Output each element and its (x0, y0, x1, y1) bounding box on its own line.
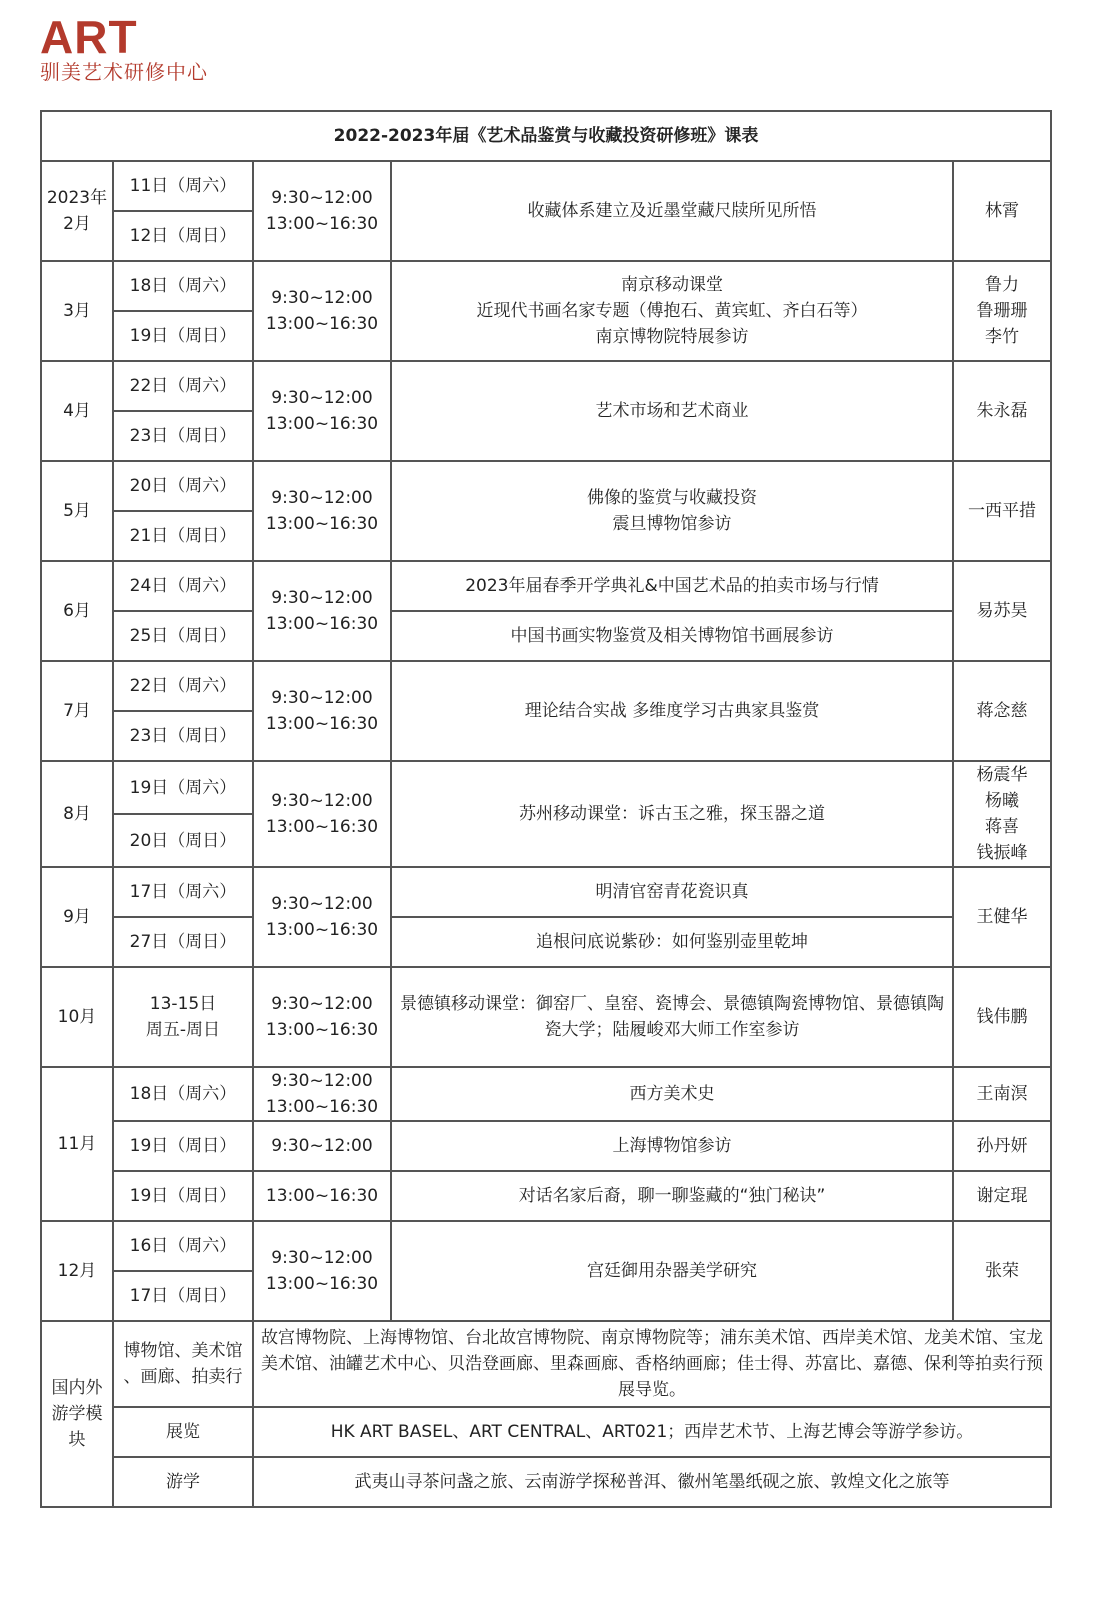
month-cell: 6月 (41, 561, 113, 661)
travel-category: 游学 (113, 1457, 253, 1507)
month-cell: 2023年 2月 (41, 161, 113, 261)
course-cell: 明清官窑青花瓷识真 (391, 867, 953, 917)
schedule-table (40, 110, 1052, 1508)
month-cell: 8月 (41, 761, 113, 867)
teacher-cell: 一西平措 (953, 461, 1051, 561)
day-cell: 11日（周六） (113, 161, 253, 211)
day-cell: 20日（周日） (113, 814, 253, 867)
month-cell: 10月 (41, 967, 113, 1067)
travel-module-label: 国内外 游学模 块 (41, 1321, 113, 1507)
day-cell: 21日（周日） (113, 511, 253, 561)
time-cell: 9:30~12:00 13:00~16:30 (253, 561, 391, 661)
day-cell: 18日（周六） (113, 261, 253, 311)
course-cell: 对话名家后裔，聊一聊鉴藏的“独门秘诀” (391, 1171, 953, 1221)
logo-art-text: ART (40, 11, 138, 63)
day-cell: 17日（周日） (113, 1271, 253, 1321)
time-cell: 9:30~12:00 13:00~16:30 (253, 461, 391, 561)
course-cell: 南京移动课堂 近现代书画名家专题（傅抱石、黄宾虹、齐白石等） 南京博物院特展参访 (391, 261, 953, 361)
day-cell: 23日（周日） (113, 411, 253, 461)
day-cell: 19日（周日） (113, 311, 253, 361)
course-cell: 理论结合实战 多维度学习古典家具鉴赏 (391, 661, 953, 761)
teacher-cell: 蒋念慈 (953, 661, 1051, 761)
logo (40, 11, 208, 84)
course-cell: 收藏体系建立及近墨堂藏尺牍所见所悟 (391, 161, 953, 261)
time-cell: 9:30~12:00 13:00~16:30 (253, 867, 391, 967)
month-cell: 4月 (41, 361, 113, 461)
time-cell: 9:30~12:00 13:00~16:30 (253, 361, 391, 461)
day-cell: 22日（周六） (113, 361, 253, 411)
time-cell: 13:00~16:30 (253, 1171, 391, 1221)
month-cell: 9月 (41, 867, 113, 967)
table-title: 2022-2023年届《艺术品鉴赏与收藏投资研修班》课表 (41, 111, 1051, 161)
day-cell: 19日（周日） (113, 1171, 253, 1221)
day-cell: 16日（周六） (113, 1221, 253, 1271)
month-cell: 3月 (41, 261, 113, 361)
travel-category: 博物馆、美术馆 、画廊、拍卖行 (113, 1321, 253, 1407)
travel-content: 武夷山寻茶问盏之旅、云南游学探秘普洱、徽州笔墨纸砚之旅、敦煌文化之旅等 (253, 1457, 1051, 1507)
teacher-cell: 孙丹妍 (953, 1121, 1051, 1171)
day-cell: 24日（周六） (113, 561, 253, 611)
time-cell: 9:30~12:00 (253, 1121, 391, 1171)
time-cell: 9:30~12:00 13:00~16:30 (253, 967, 391, 1067)
day-cell: 12日（周日） (113, 211, 253, 261)
course-cell: 艺术市场和艺术商业 (391, 361, 953, 461)
day-cell: 18日（周六） (113, 1067, 253, 1121)
teacher-cell: 朱永磊 (953, 361, 1051, 461)
day-cell: 25日（周日） (113, 611, 253, 661)
day-cell: 20日（周六） (113, 461, 253, 511)
course-cell: 苏州移动课堂：诉古玉之雅，探玉器之道 (391, 761, 953, 867)
course-cell: 上海博物馆参访 (391, 1121, 953, 1171)
travel-category: 展览 (113, 1407, 253, 1457)
time-cell: 9:30~12:00 13:00~16:30 (253, 1067, 391, 1121)
course-cell: 宫廷御用杂器美学研究 (391, 1221, 953, 1321)
day-cell: 22日（周六） (113, 661, 253, 711)
teacher-cell: 杨震华 杨曦 蒋喜 钱振峰 (953, 761, 1051, 867)
teacher-cell: 谢定琨 (953, 1171, 1051, 1221)
time-cell: 9:30~12:00 13:00~16:30 (253, 1221, 391, 1321)
time-cell: 9:30~12:00 13:00~16:30 (253, 261, 391, 361)
travel-content: HK ART BASEL、ART CENTRAL、ART021；西岸艺术节、上海艺博会等游学参访。 (253, 1407, 1051, 1457)
course-cell: 中国书画实物鉴赏及相关博物馆书画展参访 (391, 611, 953, 661)
time-cell: 9:30~12:00 13:00~16:30 (253, 661, 391, 761)
time-cell: 9:30~12:00 13:00~16:30 (253, 761, 391, 867)
teacher-cell: 钱伟鹏 (953, 967, 1051, 1067)
time-cell: 9:30~12:00 13:00~16:30 (253, 161, 391, 261)
org-name: 驯美艺术研修中心 (40, 60, 208, 84)
teacher-cell: 林霄 (953, 161, 1051, 261)
course-cell: 2023年届春季开学典礼&中国艺术品的拍卖市场与行情 (391, 561, 953, 611)
course-cell: 佛像的鉴赏与收藏投资 震旦博物馆参访 (391, 461, 953, 561)
day-cell: 17日（周六） (113, 867, 253, 917)
month-cell: 12月 (41, 1221, 113, 1321)
teacher-cell: 鲁力 鲁珊珊 李竹 (953, 261, 1051, 361)
teacher-cell: 王健华 (953, 867, 1051, 967)
teacher-cell: 张荣 (953, 1221, 1051, 1321)
day-cell: 23日（周日） (113, 711, 253, 761)
course-cell: 西方美术史 (391, 1067, 953, 1121)
day-cell: 19日（周六） (113, 761, 253, 814)
teacher-cell: 王南溟 (953, 1067, 1051, 1121)
month-cell: 7月 (41, 661, 113, 761)
day-cell: 27日（周日） (113, 917, 253, 967)
teacher-cell: 易苏昊 (953, 561, 1051, 661)
course-cell: 景德镇移动课堂：御窑厂、皇窑、瓷博会、景德镇陶瓷博物馆、景德镇陶瓷大学；陆履峻邓大师工作室参访 (391, 967, 953, 1067)
month-cell: 5月 (41, 461, 113, 561)
travel-content: 故宫博物院、上海博物馆、台北故宫博物院、南京博物院等；浦东美术馆、西岸美术馆、龙美术馆、宝龙美术馆、油罐艺术中心、贝浩登画廊、里森画廊、香格纳画廊；佳士得、苏富比、嘉德、保利等拍卖行预展导览。 (253, 1321, 1051, 1407)
month-cell: 11月 (41, 1067, 113, 1221)
day-cell: 13-15日 周五-周日 (113, 967, 253, 1067)
day-cell: 19日（周日） (113, 1121, 253, 1171)
course-cell: 追根问底说紫砂：如何鉴别壶里乾坤 (391, 917, 953, 967)
